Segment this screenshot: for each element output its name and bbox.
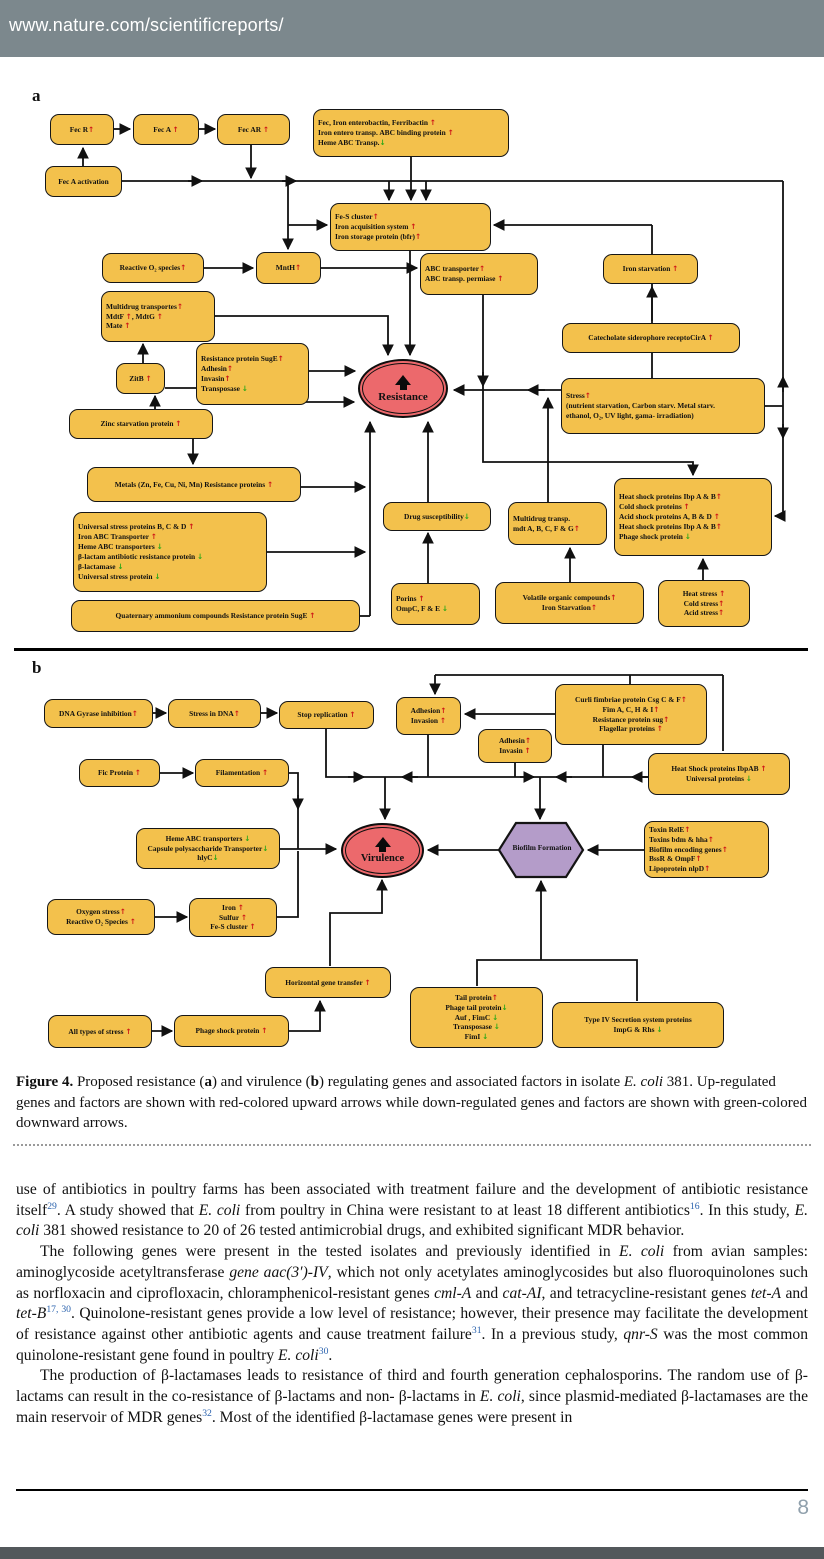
node-heat-shock-b: Heat Shock proteins IbpAB ↑ Universal proteins ↓ <box>648 753 790 795</box>
citation-ref[interactable]: 30 <box>318 1345 329 1357</box>
panel-divider <box>14 648 808 651</box>
node-fic-protein: Fic Protein ↑ <box>79 759 160 787</box>
node-fec-a-activation: Fec A activation <box>45 166 122 197</box>
node-oxygen-stress: Oxygen stress↑ Reactive O₂ Species ↑ <box>47 899 155 935</box>
up-arrow-icon <box>395 375 411 385</box>
panel-a-label: a <box>32 86 41 105</box>
node-suge-adhesin: Resistance protein SugE↑ Adhesin↑ Invasin↑ Transposase ↓ <box>196 343 309 405</box>
node-porins: Porins ↑ OmpC, F & E ↓ <box>391 583 480 625</box>
node-fes-cluster: Fe-S cluster↑ Iron acquisition system ↑ Iron storage protein (bfr)↑ <box>330 203 491 251</box>
node-horizontal-gene-transfer: Horizontal gene transfer ↑ <box>265 967 391 998</box>
figure-caption-text: Proposed resistance (a) and virulence (b) regulating genes and associated factors in isolate E. coli 381. Up-regulated genes and factors are shown with red-colored upward arrows while down-regulated genes and factors are shown with green-colored downward arrows. <box>16 1074 807 1131</box>
node-curli: Curli fimbriae protein Csg C & F↑ Fim A, C, H & I↑ Resistance protein sug↑ Flagellar proteins ↑ <box>555 684 707 745</box>
up-arrow-stem-icon <box>379 846 386 852</box>
citation-ref[interactable]: 32 <box>202 1407 212 1419</box>
biofilm-label: Biofilm Formation <box>512 843 572 852</box>
page-number: 8 <box>797 1496 809 1519</box>
node-phage-shock: Phage shock protein ↑ <box>174 1015 289 1047</box>
bottom-bar <box>0 1547 824 1559</box>
node-catecholate: Catecholate siderophore receptoCirA ↑ <box>562 323 740 353</box>
figure-caption-label: Figure 4. <box>16 1074 74 1090</box>
node-heat-shock-a: Heat shock proteins Ibp A & B↑ Cold shock proteins ↑ Acid shock proteins A, B & D ↑ Heat shock proteins Ibp A & B↑ Phage shock protein ↓ <box>614 478 772 556</box>
node-tail-proteins: Tail protein↑ Phage tail protein↓ Auf , FimC ↓ Transposase ↓ FimI ↓ <box>410 987 543 1048</box>
up-arrow-icon <box>375 837 391 847</box>
citation-ref[interactable]: 17, 30 <box>46 1304 71 1316</box>
node-type-iv: Type IV Secretion system proteins ImpG & Rhs ↓ <box>552 1002 724 1048</box>
node-heme-abc: Heme ABC transporters ↓ Capsule polysaccharide Transporter↓ hlyC↓ <box>136 828 280 869</box>
figure-caption <box>16 1072 808 1134</box>
node-iron-starvation: Iron starvation ↑ <box>603 254 698 284</box>
node-adhesin-invasin: Adhesin↑ Invasin ↑ <box>478 729 552 763</box>
node-multidrug-mdt: Multidrug transp. mdt A, B, C, F & G↑ <box>508 502 607 545</box>
node-iron-sulfur: Iron ↑ Sulfur ↑ Fe-S cluster ↑ <box>189 898 277 937</box>
node-filamentation: Filamentation ↑ <box>195 759 289 787</box>
footer-rule <box>16 1489 808 1491</box>
node-fec-ar: Fec AR ↑ <box>217 114 290 145</box>
paragraph-3: The production of β-lactamases leads to resistance of third and fourth generation cephalosporins. The random use of β-lactams can result in the co-resistance of β-lactams and non- β-lactams in E. coli, since plasmid-mediated β-lactamases are the main reservoir of MDR genes$^{32}$. Most of the identified β-lactamase genes were present in <box>16 1367 808 1426</box>
node-quaternary: Quaternary ammonium compounds Resistance protein SugE ↑ <box>71 600 360 632</box>
panel-b-label: b <box>32 658 42 677</box>
node-universal-stress: Universal stress proteins B, C & D ↑ Iron ABC Transporter ↑ Heme ABC transporters ↓ β-lactam antibiotic resistance protein ↓ β-lactamase ↓ Universal stress protein ↓ <box>73 512 267 592</box>
node-abc-transporter: ABC transporter↑ ABC transp. permiase ↑ <box>420 253 538 295</box>
node-stop-replication: Stop replication ↑ <box>279 701 374 729</box>
node-metals: Metals (Zn, Fe, Cu, Ni, Mn) Resistance proteins ↑ <box>87 467 301 502</box>
node-zinc-starvation: Zinc starvation protein ↑ <box>69 409 213 439</box>
node-adhesion-invasion: Adhesion↑ Invasion ↑ <box>396 697 461 735</box>
node-zitb: ZitB ↑ <box>116 363 165 394</box>
node-all-types-of-stress: All types of stress ↑ <box>48 1015 152 1048</box>
resistance-label: Resistance <box>378 390 428 403</box>
node-fec-a: Fec A ↑ <box>133 114 199 145</box>
node-volatile: Volatile organic compounds↑ Iron Starvation↑ <box>495 582 644 624</box>
citation-ref[interactable]: 16 <box>689 1200 700 1212</box>
paragraph-2: The following genes were present in the tested isolates and previously identified in E. coli from avian samples: aminoglycoside acetyltransferase gene aac(3′)-IV, which not only acetylates aminoglycosides but also fluoroquinolones such as norfloxacin and ciprofloxacin, chloramphenicol-resistant genes cml-A and cat-AI, and tetracycline-resistant genes tet-A and tet-B$^{17, 30}$. Quinolone-resistant genes provide a low level of resistance; however, their presence may facilitate the development of resistance against other antibiotic agents and cause treatment failure$^{31}$. In a previous study, qnr-S was the most common quinolone-resistant gene found in poultry E. coli$^{30}$. <box>16 1243 809 1364</box>
node-fec-iron: Fec, Iron enterobactin, Ferribactin ↑ Iron entero transp. ABC binding protein ↑ Heme ABC Transp.↓ <box>313 109 509 157</box>
up-arrow-stem-icon <box>400 384 407 390</box>
virulence-hub <box>341 823 424 878</box>
node-mnth: MntH↑ <box>256 252 321 284</box>
resistance-hub <box>358 359 448 418</box>
node-multidrug-transporters: Multidrug transportes↑ MdtF ↑, MdtG ↑ Mate ↑ <box>101 291 215 342</box>
virulence-label: Virulence <box>360 853 405 864</box>
site-url: www.nature.com/scientificreports/ <box>9 15 284 35</box>
node-drug-susceptibility: Drug susceptibility↓ <box>383 502 491 531</box>
body-text <box>16 1180 808 1428</box>
node-stress-in-dna: Stress in DNA↑ <box>168 699 261 728</box>
node-fec-r: Fec R↑ <box>50 114 114 145</box>
node-stress: Stress↑ (nutrient starvation, Carbon starv. Metal starv. ethanol, O₂, UV light, gama- irradiation) <box>561 378 765 434</box>
paragraph-1: use of antibiotics in poultry farms has been associated with treatment failure and the development of antibiotic resistance itself$^{29}$. A study showed that E. coli from poultry in China were resistant to at least 18 different antibiotics$^{16}$. In this study, E. coli 381 showed resistance to 20 of 26 tested antimicrobial drugs, and exhibited significant MDR behavior. <box>16 1181 808 1240</box>
citation-ref[interactable]: 31 <box>471 1324 482 1336</box>
node-reactive-o2: Reactive O₂ species↑ <box>102 253 204 283</box>
citation-ref[interactable]: 29 <box>47 1200 57 1212</box>
node-heat-stress: Heat stress ↑ Cold stress↑ Acid stress↑ <box>658 580 750 627</box>
node-dna-gyrase: DNA Gyrase inhibition↑ <box>44 699 153 728</box>
caption-separator <box>13 1144 811 1146</box>
node-toxin: Toxin RelE↑ Toxins bdm & hha↑ Biofilm encoding genes↑ BssR & OmpF↑ Lipoprotein nlpD↑ <box>644 821 769 878</box>
